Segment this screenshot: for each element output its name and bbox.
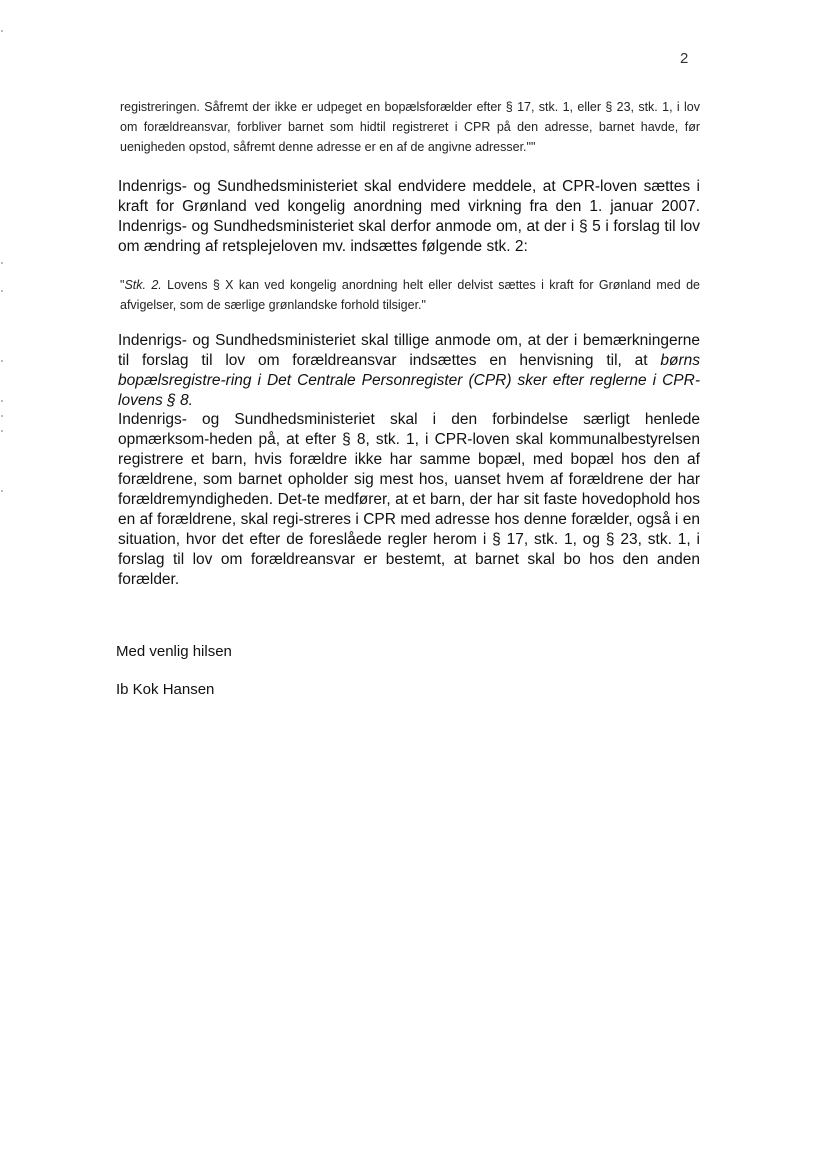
paragraph-remarks-text: Indenrigs- og Sundhedsministeriet skal tillige anmode om, at der i bemærkningerne til forslag til lov om forældreansvar indsættes en henvisning til, at bbox=[118, 332, 700, 369]
paragraph-cpr-registration-note: Indenrigs- og Sundhedsministeriet skal i den forbindelse særligt henlede opmærksom-heden på, at efter § 8, stk. 1, i CPR-loven skal kommunalbestyrelsen registrere et barn, hvis forældre ikke har samme bopæl, med bopæl hos den af forældrene, som barnet opholder sig mest hos, uanset hvem af forældrene der har forældremyndigheden. Det-te medfører, at et barn, der har sit faste hovedophold hos en af forældrene, skal regi-streres i CPR med adresse hos denne forælder, også i en situation, hvor det efter de foreslåede regler herom i § 17, stk. 1, og § 23, stk. 1, i forslag til lov om forældreansvar er bestemt, at barnet skal bo hos den anden forælder. bbox=[118, 411, 700, 588]
paragraph-remarks-request bbox=[118, 331, 700, 411]
paragraph-remarks-italic: børns bopælsregistre-ring i Det Centrale Personregister (CPR) sker efter reglerne i CPR-lovens § 8. bbox=[118, 352, 700, 409]
scan-margin-marks bbox=[0, 0, 6, 1168]
paragraph-greenland-commencement: Indenrigs- og Sundhedsministeriet skal endvidere meddele, at CPR-loven sættes i kraft for Grønland ved kongelig anordning med virkning fra den 1. januar 2007. Indenrigs- og Sundhedsministeriet skal derfor anmode om, at der i § 5 i forslag til lov om ændring af retsplejeloven mv. indsættes følgende stk. 2: bbox=[118, 178, 700, 255]
quote-stk-label: Stk. 2. bbox=[124, 278, 162, 292]
quoted-text-continuation: registreringen. Såfremt der ikke er udpeget en bopælsforælder efter § 17, stk. 1, eller § 23, stk. 1, i lov om forældreansvar, forbliver barnet som hidtil registreret i CPR på den adresse, barnet havde, før uenigheden opstod, såfremt denne adresse er en af de angivne adresser."" bbox=[120, 100, 700, 154]
page-number: 2 bbox=[680, 50, 689, 67]
signature-name: Ib Kok Hansen bbox=[116, 681, 215, 698]
quote-stk-text: Lovens § X kan ved kongelig anordning helt eller delvist sættes i kraft for Grønland med de afvigelser, som de særlige grønlandske forhold tilsiger." bbox=[120, 278, 700, 312]
quote-open-mark: " bbox=[120, 278, 125, 292]
quoted-proposed-stk-2 bbox=[120, 275, 700, 315]
closing-greeting: Med venlig hilsen bbox=[116, 643, 232, 660]
